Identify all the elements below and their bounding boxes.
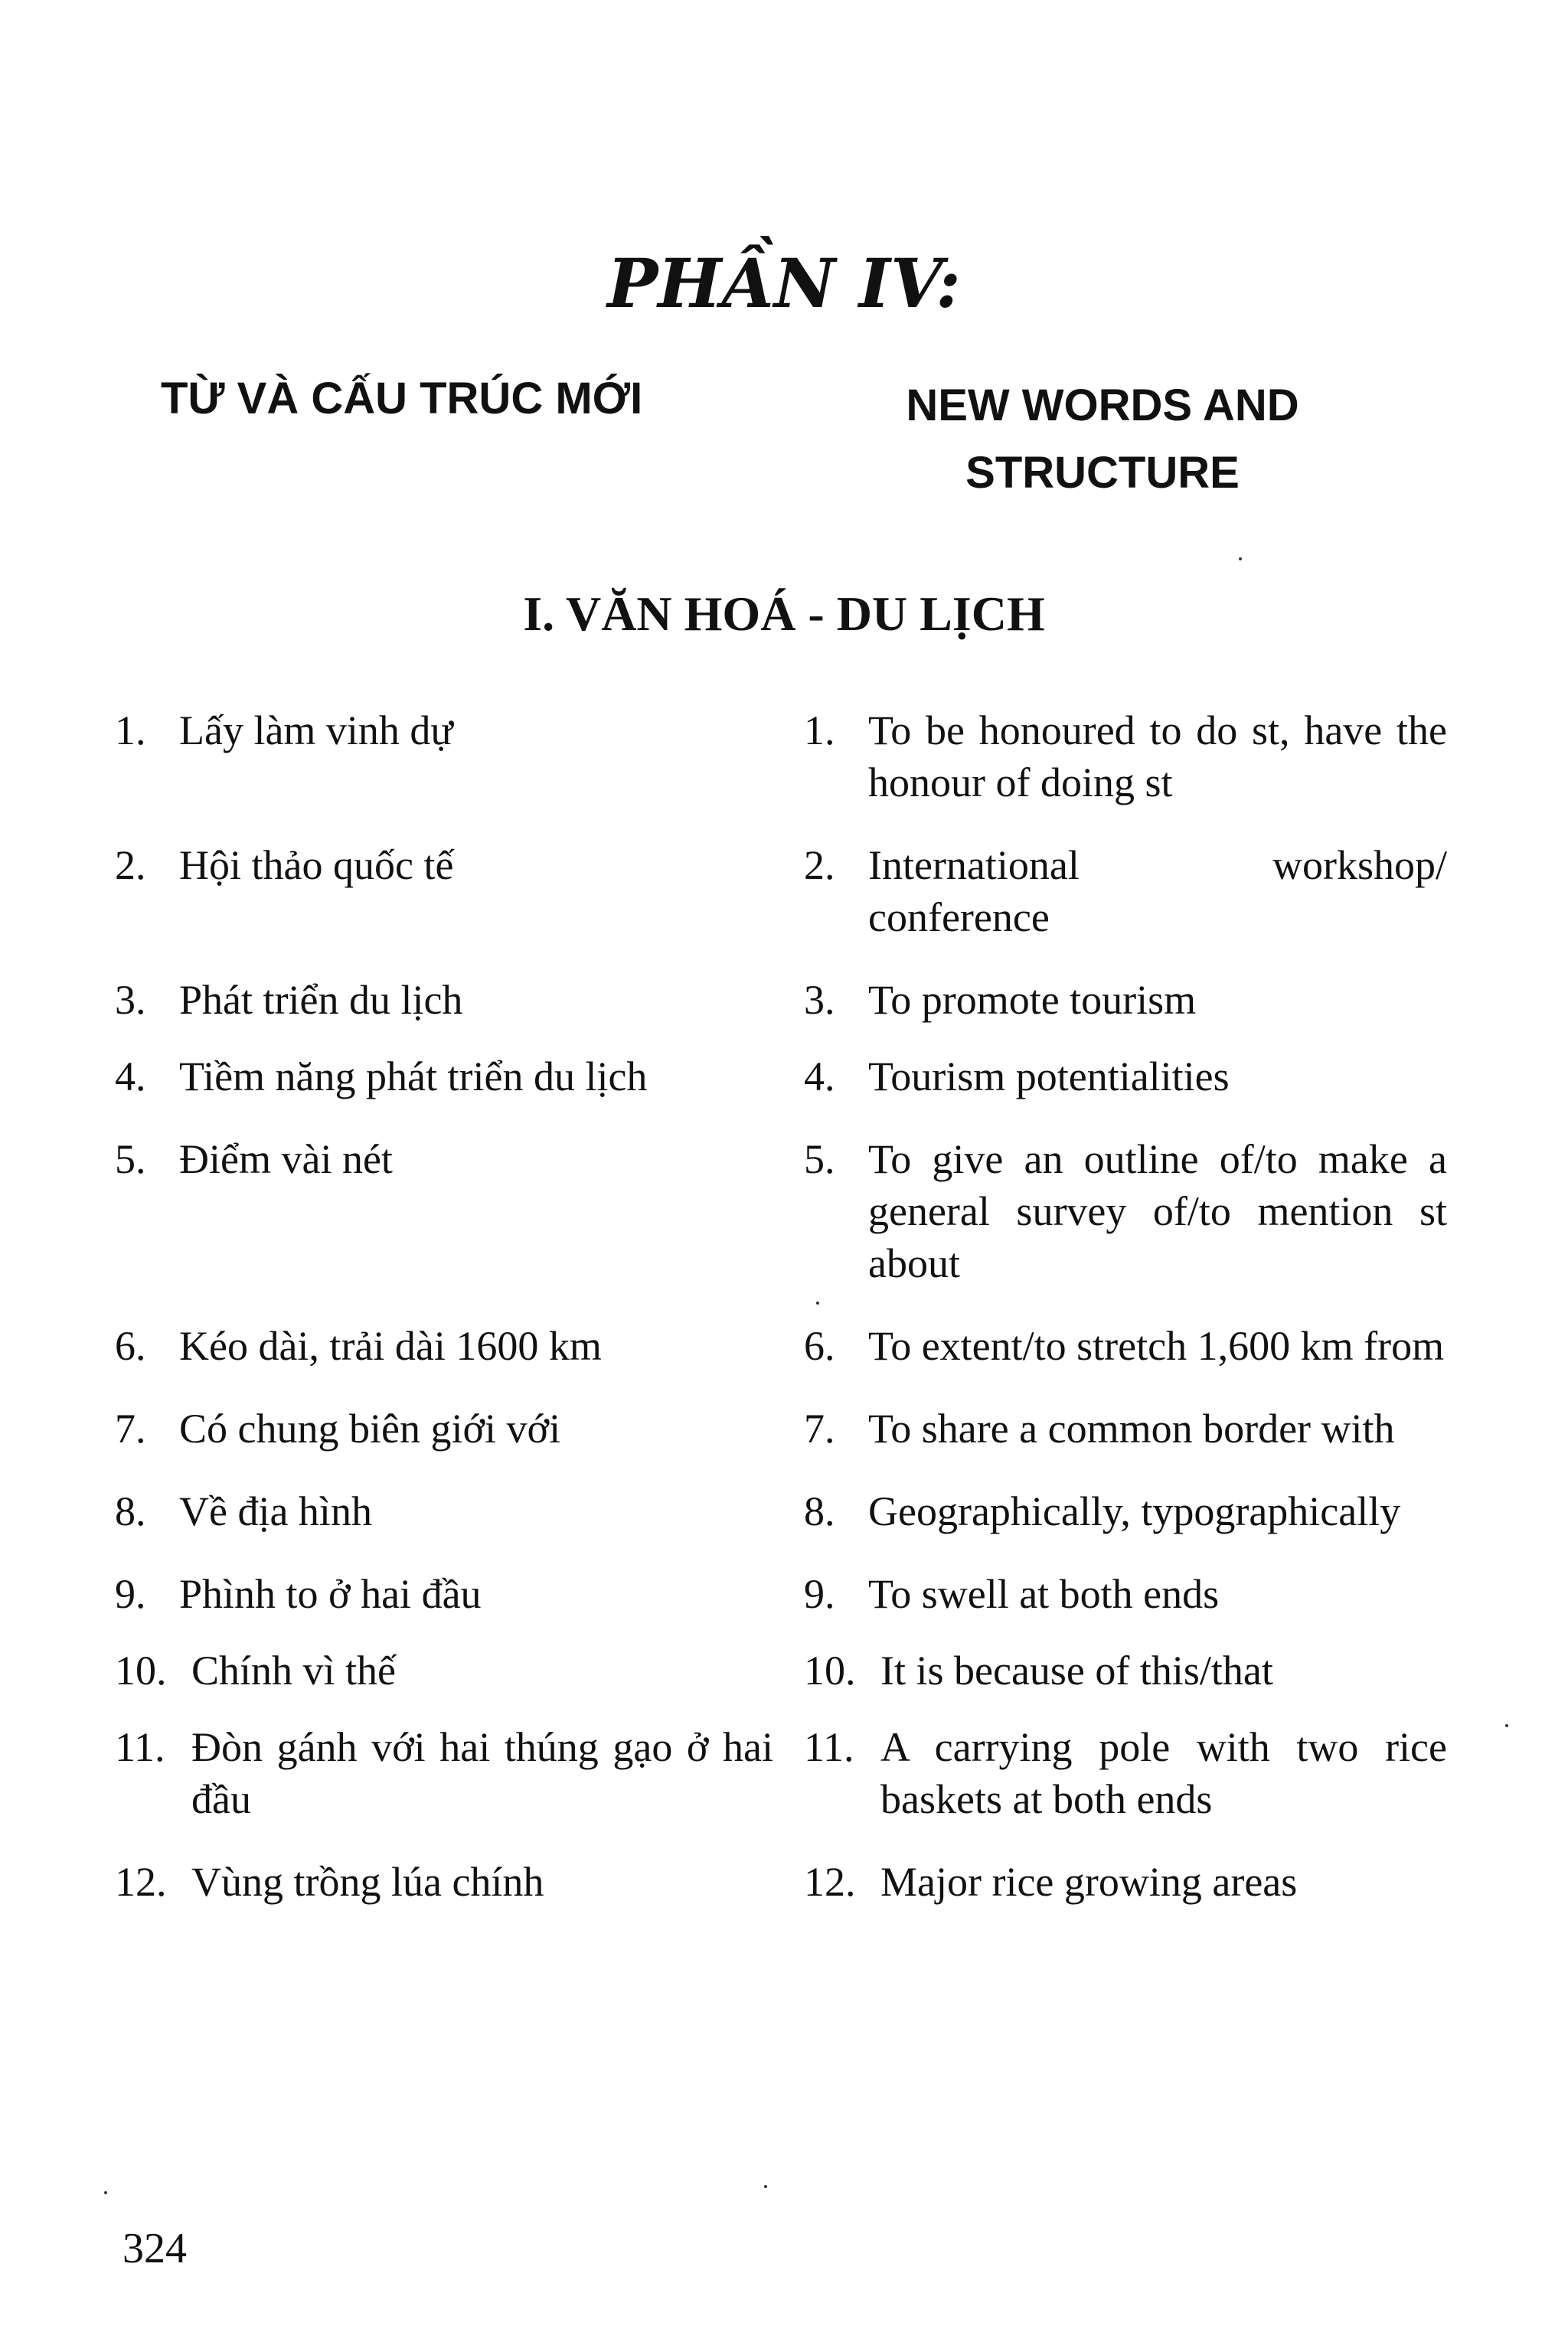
entry-number: 3. (115, 977, 146, 1023)
entry-text: Major rice growing areas (880, 1859, 1298, 1905)
scan-speck (1239, 557, 1242, 560)
vocabulary-entry (115, 1645, 1447, 1697)
entry-number: 8. (804, 1488, 835, 1534)
header-vietnamese: TỪ VÀ CẤU TRÚC MỚI (161, 374, 643, 423)
scan-speck (104, 2191, 107, 2194)
part-title: PHẦN IV: (607, 243, 961, 323)
entry-number: 9. (115, 1571, 146, 1617)
entry-text: Có chung biên giới với (179, 1406, 561, 1452)
header-english-line2: STRUCTURE (965, 448, 1240, 498)
vocabulary-list (115, 704, 1447, 1926)
vietnamese-term (115, 704, 773, 808)
entry-number: 7. (804, 1406, 835, 1452)
entry-number: 2. (804, 842, 835, 888)
entry-text: Tourism potentialities (868, 1053, 1230, 1099)
vocabulary-entry (115, 704, 1447, 808)
entry-text: To swell at both ends (868, 1571, 1220, 1617)
entry-text: Điểm vài nét (179, 1136, 393, 1182)
english-term (804, 1485, 1447, 1537)
english-term (804, 1133, 1447, 1289)
entry-text: Đòn gánh với hai thúng gạo ở hai đầu (191, 1724, 773, 1822)
entry-text: To promote tourism (868, 977, 1197, 1023)
vocabulary-entry (115, 1403, 1447, 1455)
english-term (804, 1403, 1447, 1455)
entry-number: 4. (804, 1053, 835, 1099)
english-term (804, 1645, 1447, 1697)
entry-number: 10. (804, 1648, 856, 1694)
vietnamese-term (115, 1856, 773, 1908)
entry-text: It is because of this/that (880, 1648, 1273, 1694)
vietnamese-term (115, 1320, 773, 1372)
entry-text: Hội thảo quốc tế (179, 842, 454, 888)
scan-speck (816, 1302, 819, 1305)
entry-number: 6. (804, 1323, 835, 1369)
vocabulary-entry (115, 1721, 1447, 1825)
vocabulary-entry (115, 1050, 1447, 1102)
entry-number: 8. (115, 1488, 146, 1534)
vocabulary-entry (115, 974, 1447, 1026)
vietnamese-term (115, 839, 773, 943)
entry-number: 10. (115, 1648, 167, 1694)
entry-number: 11. (115, 1724, 165, 1770)
entry-text: To give an outline of/to make a general survey of/to mention st about (868, 1136, 1447, 1286)
vocabulary-entry (115, 1485, 1447, 1537)
vietnamese-term (115, 974, 773, 1026)
entry-number: 1. (804, 707, 835, 753)
entry-number: 12. (115, 1859, 167, 1905)
entry-text: Phình to ở hai đầu (179, 1571, 482, 1617)
entry-number: 2. (115, 842, 146, 888)
entry-text: To extent/to stretch 1,600 km from (868, 1323, 1445, 1369)
vietnamese-term (115, 1403, 773, 1455)
english-term (804, 1050, 1447, 1102)
english-term (804, 1568, 1447, 1620)
english-term (804, 1721, 1447, 1825)
entry-text: To be honoured to do st, have the honour of doing st (868, 707, 1447, 805)
entry-number: 7. (115, 1406, 146, 1452)
entry-number: 12. (804, 1859, 856, 1905)
entry-number: 6. (115, 1323, 146, 1369)
scan-speck (1505, 1724, 1508, 1727)
vietnamese-term (115, 1133, 773, 1289)
entry-number: 5. (804, 1136, 835, 1182)
header-english (858, 372, 1348, 507)
entry-text: Lấy làm vinh dự (179, 707, 453, 753)
vocabulary-entry (115, 1856, 1447, 1908)
english-term (804, 1320, 1447, 1372)
vietnamese-term (115, 1050, 773, 1102)
entry-text: Vùng trồng lúa chính (191, 1859, 544, 1905)
vietnamese-term (115, 1721, 773, 1825)
entry-text: Về địa hình (179, 1488, 372, 1534)
vocabulary-entry (115, 1133, 1447, 1289)
entry-number: 3. (804, 977, 835, 1023)
vocabulary-entry (115, 839, 1447, 943)
vietnamese-term (115, 1485, 773, 1537)
entry-text: Kéo dài, trải dài 1600 km (179, 1323, 602, 1369)
section-heading: I. VĂN HOÁ - DU LỊCH (523, 586, 1045, 641)
entry-number: 9. (804, 1571, 835, 1617)
entry-text: International workshop/ conference (868, 842, 1447, 940)
english-term (804, 839, 1447, 943)
entry-number: 1. (115, 707, 146, 753)
vocabulary-entry (115, 1568, 1447, 1620)
vietnamese-term (115, 1568, 773, 1620)
entry-text: Geographically, typographically (868, 1488, 1401, 1534)
page-number: 324 (122, 2225, 187, 2272)
entry-number: 5. (115, 1136, 146, 1182)
scan-speck (764, 2185, 767, 2188)
entry-text: Chính vì thế (191, 1648, 396, 1694)
entry-text: Tiềm năng phát triển du lịch (179, 1053, 648, 1099)
english-term (804, 974, 1447, 1026)
entry-number: 11. (804, 1724, 854, 1770)
entry-text: A carrying pole with two rice baskets at both ends (880, 1724, 1447, 1822)
entry-number: 4. (115, 1053, 146, 1099)
english-term (804, 704, 1447, 808)
entry-text: Phát triển du lịch (179, 977, 463, 1023)
header-english-line1: NEW WORDS AND (906, 381, 1299, 430)
english-term (804, 1856, 1447, 1908)
entry-text: To share a common border with (868, 1406, 1395, 1452)
vietnamese-term (115, 1645, 773, 1697)
vocabulary-entry (115, 1320, 1447, 1372)
